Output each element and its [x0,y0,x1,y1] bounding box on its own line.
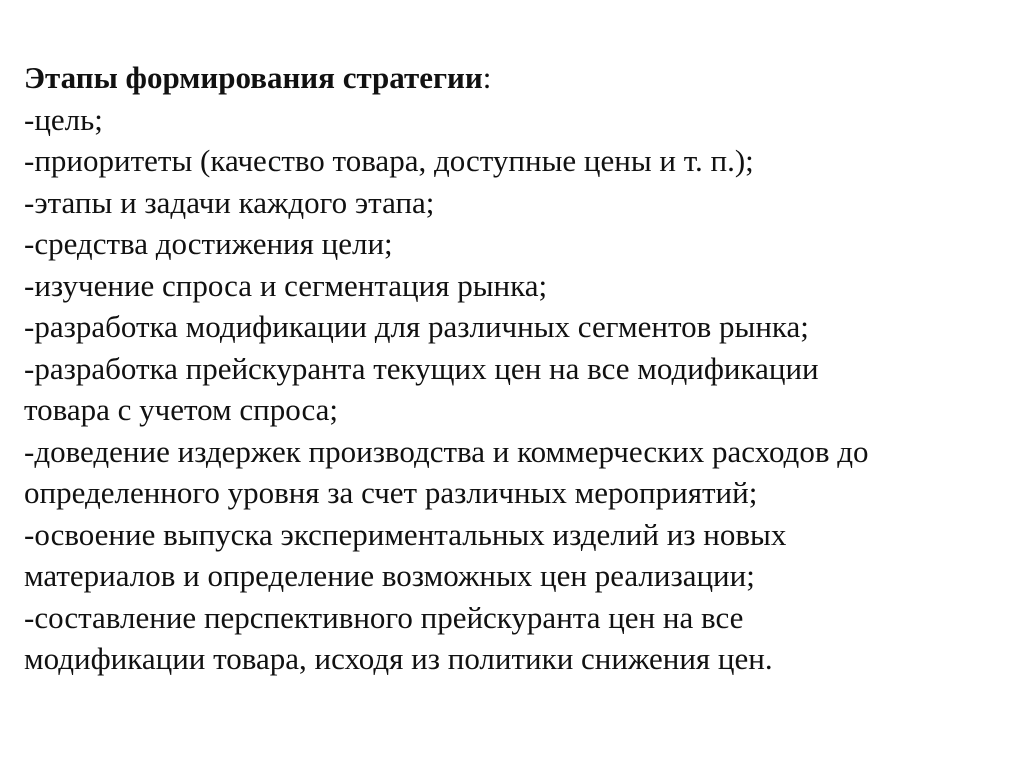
list-line: -приоритеты (качество товара, доступные цены и т. п.); [24,143,754,178]
slide-text-block [24,57,1004,680]
list-line: -разработка модификации для различных сегментов рынка; [24,309,809,344]
slide-title [24,57,1004,99]
list-line: -доведение издержек производства и коммерческих расходов до [24,433,869,469]
list-line: -этапы и задачи каждого этапа; [24,184,435,220]
slide-title-bold: Этапы формирования стратегии [24,60,483,95]
list-line: -цель; [24,101,103,137]
list-line: товара с учетом спроса; [24,392,339,427]
list-line: определенного уровня за счет различных мероприятий; [24,475,758,510]
list-line: -изучение спроса и сегментация рынка; [24,267,548,303]
list-line: -составление перспективного прейскуранта цен на все [24,599,744,635]
list-line: модификации товара, исходя из политики снижения цен. [24,641,773,676]
list-line: -средства достижения цели; [24,226,393,261]
slide-title-colon: : [482,60,492,95]
list-line: -освоение выпуска экспериментальных изделий из новых [24,516,787,552]
list-line: материалов и определение возможных цен реализации; [24,558,755,593]
list-line: -разработка прейскуранта текущих цен на все модификации [24,350,819,386]
